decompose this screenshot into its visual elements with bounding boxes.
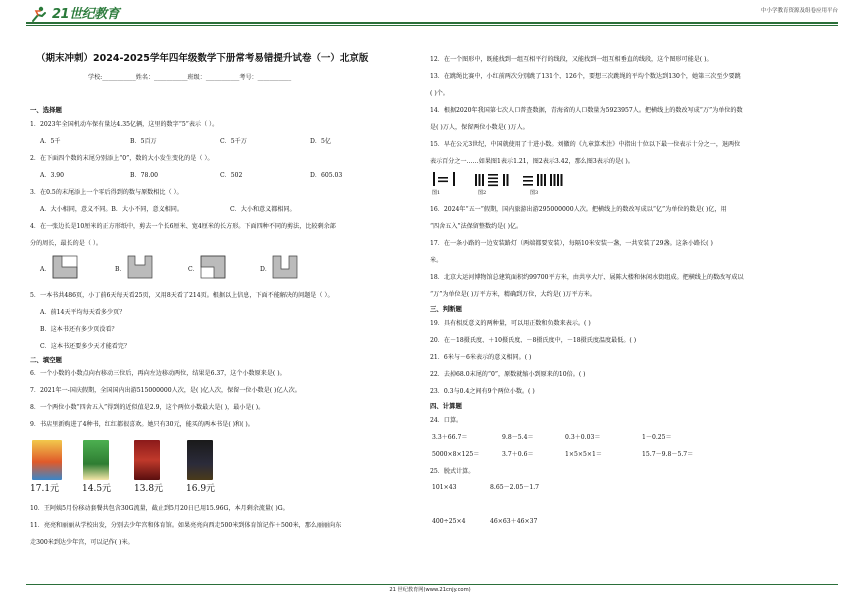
question-16-line1: 16．2024年“五一”假期，国内旅游出游295000000人次。把横线上的数改写成以“亿”为单位的数是( )亿，用: [430, 206, 727, 213]
q4-label-a: A．: [40, 266, 51, 273]
header-divider: [26, 22, 838, 24]
q4-figure-a: [52, 255, 78, 279]
question-18-line2: “万”为单位是( )万平方米，精确到万位，大约是( )万平方米。: [430, 291, 596, 298]
question-20: 20．在－18摄氏度、＋10摄氏度、－8摄氏度中，－18摄氏度温度最低。( ): [430, 337, 637, 344]
question-15-line2: 表示百分之一……如果图1表示1.21，图2表示3.42，那么图3表示的是( )。: [430, 158, 634, 165]
q1-option-b: B．5百万: [130, 138, 157, 145]
stepwise-calc-4: 46×63＋46×37: [490, 518, 538, 525]
question-5: 5．一本书共486页，小丁前6天每天看25页，又用8天看了214页。根据以上信息，下面不能解决的问题是（ ）。: [30, 292, 334, 299]
book-2-price: 14.5元: [82, 484, 112, 494]
footer-text: 21 世纪教育网(www.21cnjy.com): [389, 587, 471, 593]
q2-option-a: A．3.90: [40, 172, 65, 179]
q1-option-d: D．5亿: [310, 138, 331, 145]
question-25: 25．脱式计算。: [430, 468, 475, 475]
mental-calc-4: 1－0.25＝: [642, 434, 672, 441]
question-15-line1: 15．早在公元3世纪，中国就使用了十进小数。刘徽的《九章算术注》中指出十位以下最一位表示十分之一，退两位: [430, 141, 741, 148]
footer-divider: [26, 584, 838, 585]
q3-option-ab: A．大小相同，意义不同。B．大小不同，意义相同。: [40, 206, 183, 213]
q4-figure-b: [127, 255, 153, 279]
q4-label-c: C．: [188, 266, 199, 273]
question-24: 24．口算。: [430, 417, 463, 424]
section-fill-blank: 二、填空题: [30, 356, 62, 364]
header-platform-text: 中小学教育资源及组卷应用平台: [760, 8, 838, 14]
question-11-line2: 走300米到达少年宫，可以记作( )米。: [30, 539, 134, 546]
question-4-line2: 分的周长，最长的是（ ）。: [30, 240, 103, 247]
figure-3-label: 图3: [530, 190, 539, 196]
question-17-line1: 17．在一条小路的一边安装路灯（两端都要安装），每隔10米安装一盏，一共安装了29盏。这条小路长( ): [430, 240, 713, 247]
mental-calc-5: 5000×8×125＝: [432, 451, 480, 458]
q5-option-a: A．前14天平均每天看多少页？: [40, 309, 126, 316]
question-2: 2．在下面四个数的末尾分别添上“0”，数的大小发生变化的是（ ）。: [30, 155, 214, 162]
q4-figure-c: [200, 255, 226, 279]
exam-title: （期末冲刺）2024-2025学年四年级数学下册常考易错提升试卷（一）北京版: [36, 53, 369, 64]
q5-option-c: C．这本书还要多少天才能看完？: [40, 343, 130, 350]
question-14-line2: 是( )万人，保留两位小数是( )万人。: [430, 124, 529, 131]
question-18-line1: 18．北京大运河博物馆总建筑面积约99700平方米，由共享大厅、展陈大楼和休闲水街组成。把横线上的数改写成以: [430, 274, 744, 281]
q5-option-b: B．这本书还有多少页没看？: [40, 326, 118, 333]
question-13-line1: 13．在跳绳比赛中，小红前两次分别跳了131个、126个，要想三次跳绳的平均个数达到130个，她第三次至少要跳: [430, 73, 741, 80]
question-16-line2: “四舍五入”法保留整数约是( )亿。: [430, 223, 523, 230]
question-22: 22．去掉68.0末尾的“0”，原数就缩小到原来的10倍。( ): [430, 371, 586, 378]
q1-option-c: C．5千万: [220, 138, 247, 145]
question-1: 1．2023年全国机动车保有量达4.35亿辆，这里的数字“5”表示（ ）。: [30, 121, 219, 128]
book-4-price: 16.9元: [186, 484, 216, 494]
mental-calc-8: 15.7－9.8－5.7＝: [642, 451, 694, 458]
q2-option-c: C．502: [220, 172, 243, 179]
question-4-line1: 4．在一张边长是10厘米的正方形纸中，剪去一个长6厘米、宽4厘米的长方形。下面四种不同的剪法，比较剩余部: [30, 223, 336, 230]
figure-2-label: 图2: [478, 190, 487, 196]
question-11-line1: 11．亮亮和丽丽从学校出发，分别去少年宫和体育馆。如果亮亮向西走500米到体育馆记作＋500米，那么丽丽向东: [30, 522, 342, 529]
stepwise-calc-1: 101×43: [432, 484, 457, 491]
mental-calc-3: 0.3＋0.03＝: [565, 434, 601, 441]
q4-figure-d: [272, 255, 298, 279]
mental-calc-2: 9.8－5.4＝: [502, 434, 534, 441]
book-3-cover: [134, 440, 160, 480]
question-23: 23．0.3与0.4之间有9个两位小数。( ): [430, 388, 535, 395]
question-7: 7．2021年一-国庆假期，全国国内出游515000000人次，是( )亿人次，保留一位小数是( )亿人次。: [30, 387, 301, 394]
mental-calc-1: 3.3＋66.7＝: [432, 434, 468, 441]
q2-option-d: D．605.03: [310, 172, 343, 179]
mental-calc-6: 3.7＋0.6＝: [502, 451, 534, 458]
book-2-cover: [83, 440, 109, 480]
question-19: 19．具有相反意义的两种量，可以用正数和负数来表示。( ): [430, 320, 591, 327]
section-choice: 一、选择题: [30, 106, 62, 114]
book-1-price: 17.1元: [30, 484, 60, 494]
q4-label-d: D．: [260, 266, 271, 273]
question-9: 9．书店里新购进了4种书，红红都很喜欢。她只有30元，能买的两本书是( )和( )。: [30, 421, 254, 428]
figure-1-label: 图1: [432, 190, 441, 196]
section-true-false: 三、判断题: [430, 305, 462, 313]
q4-label-b: B．: [115, 266, 126, 273]
question-10: 10．王阿姨5月份移动套餐共包含30G流量，截止到5月20日已用15.96G，本月剩余流量( )G。: [30, 505, 289, 512]
question-6: 6．一个小数的小数点向右移动三位后，再向左边移动两位，结果是6.37，这个小数原来是( )。: [30, 370, 286, 377]
student-info-line: 学校:___________姓名：___________班级：___________考号：___________: [88, 74, 292, 81]
question-8: 8．一个两位小数“四舍五入”得到的近似值是2.9，这个两位小数最大是( )，最小是( )。: [30, 404, 265, 411]
stepwise-calc-2: 8.65－2.05－1.7: [490, 484, 540, 491]
question-14-line1: 14．根据2020年我国第七次人口普查数据，青海省的人口数量为5923957人。把横线上的数改写成“万”为单位的数: [430, 107, 743, 114]
q2-option-b: B．78.00: [130, 172, 159, 179]
question-3: 3．在0.5的末尾添上一个零后得到的数与原数相比（ ）。: [30, 189, 183, 196]
counting-rod-figure-3: [522, 170, 568, 188]
book-1-cover: [32, 440, 62, 480]
logo-text: 21世纪教育: [52, 6, 120, 22]
question-21: 21．6米与－6米表示的意义相同。( ): [430, 354, 532, 361]
q3-option-c: C．大小和意义都相同。: [230, 206, 296, 213]
book-3-price: 13.8元: [134, 484, 164, 494]
header-divider-thin: [26, 25, 838, 26]
section-calculation: 四、计算题: [430, 402, 462, 410]
counting-rod-figure-2: [474, 170, 518, 188]
question-12: 12．在一个图形中，既能找到一组互相平行的线段，又能找到一组互相垂直的线段，这个图形可能是( )。: [430, 56, 713, 63]
question-17-line2: 米。: [430, 257, 443, 264]
q1-option-a: A．5千: [40, 138, 61, 145]
question-13-line2: ( )个。: [430, 90, 449, 97]
stepwise-calc-3: 400÷25×4: [432, 518, 466, 525]
mental-calc-7: 1×5×5×1＝: [565, 451, 602, 458]
book-4-cover: [187, 440, 213, 480]
counting-rod-figure-1: [432, 170, 472, 188]
